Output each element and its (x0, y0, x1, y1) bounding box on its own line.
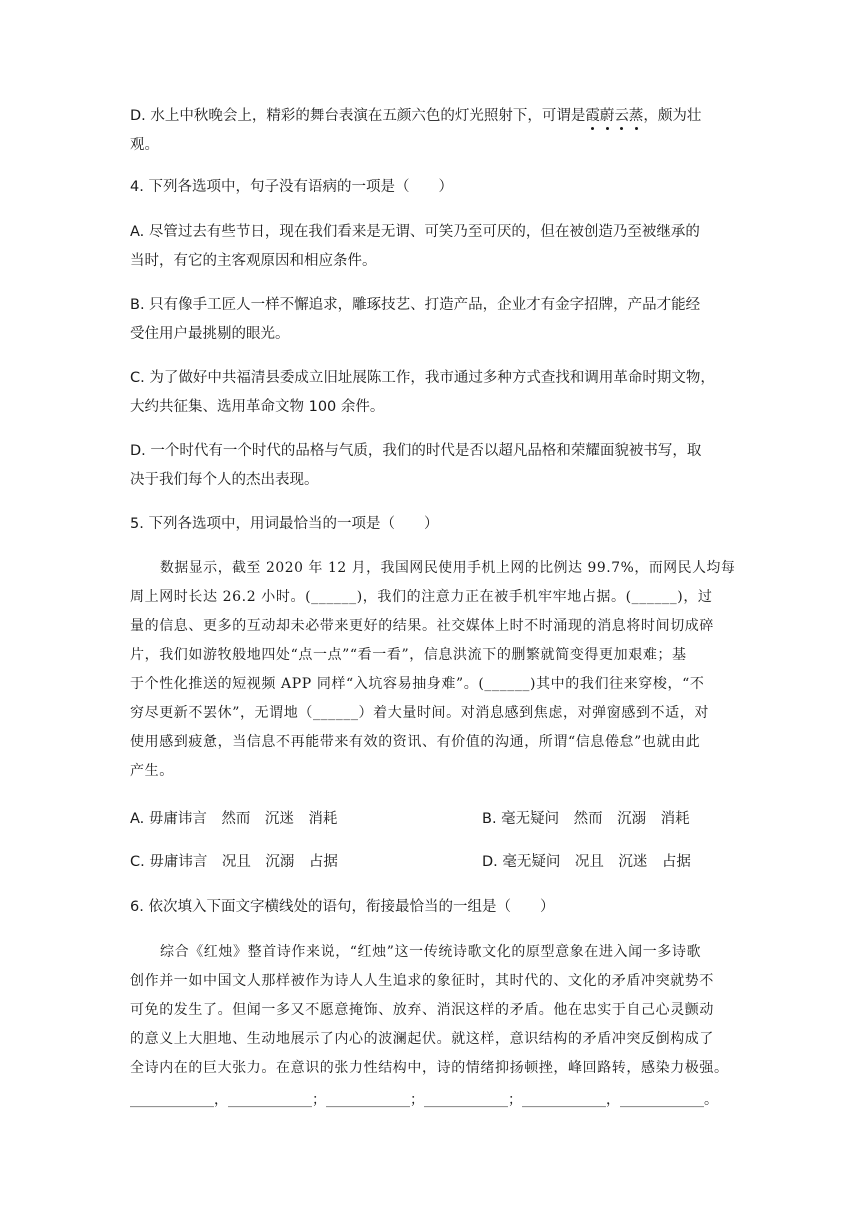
q4-option-d-line1: D. 一个时代有一个时代的品格与气质，我们的时代是否以超凡品格和荣耀面貌被书写，取 (130, 443, 702, 459)
q5-passage-line: 使用感到疲惫，当信息不再能带来有效的资讯、有价值的沟通，所谓“信息倦怠”也就由此 (130, 734, 701, 750)
emphasis-char: 蒸 (628, 108, 644, 124)
q4-option-c-line1: C. 为了做好中共福清县委成立旧址展陈工作，我市通过多种方式查找和调用革命时期文物， (130, 370, 715, 386)
q5-passage-line: 片，我们如游牧般地四处“点一点”“看一看”，信息洪流下的删繁就简变得更加艰难；基 (130, 647, 687, 663)
emphasis-dotted-phrase (585, 108, 643, 124)
q4-stem: 4. 下列各选项中，句子没有语病的一项是（ ） (130, 179, 453, 195)
q5-passage-line: 产生。 (130, 763, 174, 779)
q4-option-a-line2: 当时，有它的主客观原因和相应条件。 (130, 253, 377, 269)
emphasis-char: 云 (614, 108, 629, 124)
q4-option-b-line2: 受住用户最挑剔的眼光。 (130, 326, 290, 342)
q6-passage-line: 综合《红烛》整首诗作来说，“红烛”这一传统诗歌文化的原型意象在进入闻一多诗歌 (160, 944, 702, 960)
q4-option-a-line1: A. 尽管过去有些节日，现在我们看来是无谓、可笑乃至可厌的，但在被创造乃至被继承的 (130, 224, 700, 240)
q5-option-d: D. 毫无疑问 况且 沉迷 占据 (482, 854, 691, 870)
q5-passage-line: 于个性化推送的短视频 APP 同样“入坑容易抽身难”。(______)其中的我们往来穿梭，“不 (130, 676, 705, 692)
q3-option-d-line2: 观。 (130, 137, 159, 153)
q5-option-a: A. 毋庸讳言 然而 沉迷 消耗 (130, 811, 338, 827)
q5-passage-line: 数据显示，截至 2020 年 12 月，我国网民使用手机上网的比例达 99.7%，而网民人均每 (160, 560, 736, 576)
q6-stem: 6. 依次填入下面文字横线处的语句，衔接最恰当的一组是（ ） (130, 899, 555, 915)
q4-option-c-line2: 大约共征集、选用革命文物 100 余件。 (130, 399, 385, 415)
q5-option-b: B. 毫无疑问 然而 沉溺 消耗 (482, 811, 690, 827)
q4-option-d-line2: 决于我们每个人的杰出表现。 (130, 472, 319, 488)
q5-passage-line: 周上网时长达 26.2 小时。(______)，我们的注意力正在被手机牢牢地占据。(______)，过 (130, 589, 713, 605)
q4-option-b-line1: B. 只有像手工匠人一样不懈追求，雕琢技艺、打造产品，企业才有金字招牌，产品才能经 (130, 297, 701, 313)
emphasis-char: 霞 (585, 108, 600, 124)
q5-option-c: C. 毋庸讳言 况且 沉溺 占据 (130, 854, 338, 870)
q3-option-d-line1: D. 水上中秋晚会上，精彩的舞台表演在五颜六色的灯光照射下，可谓是霞蔚云蒸，颇为壮 (130, 108, 702, 124)
q5-passage-line: 穷尽更新不罢休”，无谓地（______）着大量时间。对消息感到焦虑，对弹窗感到不适，对 (130, 705, 709, 721)
q6-passage-line: 的意义上大胆地、生动地展示了内心的波澜起伏。就这样，意识结构的矛盾冲突反倒构成了 (130, 1031, 714, 1047)
q6-answer-blanks: ____________，____________；____________；____________；____________，____________。 (130, 1092, 718, 1108)
q5-stem: 5. 下列各选项中，用词最恰当的一项是（ ） (130, 516, 439, 532)
q6-passage-line: 全诗内在的巨大张力。在意识的张力性结构中，诗的情绪抑扬顿挫，峰回路转，感染力极强。 (130, 1060, 729, 1076)
q6-passage-line: 可免的发生了。但闻一多又不愿意掩饰、放弃、消泯这样的矛盾。他在忠实于自己心灵颤动 (130, 1002, 714, 1018)
emphasis-char: 蔚 (599, 108, 615, 124)
q6-passage-line: 创作并一如中国文人那样被作为诗人人生追求的象征时，其时代的、文化的矛盾冲突就势不 (130, 973, 714, 989)
q5-passage-line: 量的信息、更多的互动却未必带来更好的结果。社交媒体上时不时涌现的消息将时间切成碎 (130, 618, 714, 634)
